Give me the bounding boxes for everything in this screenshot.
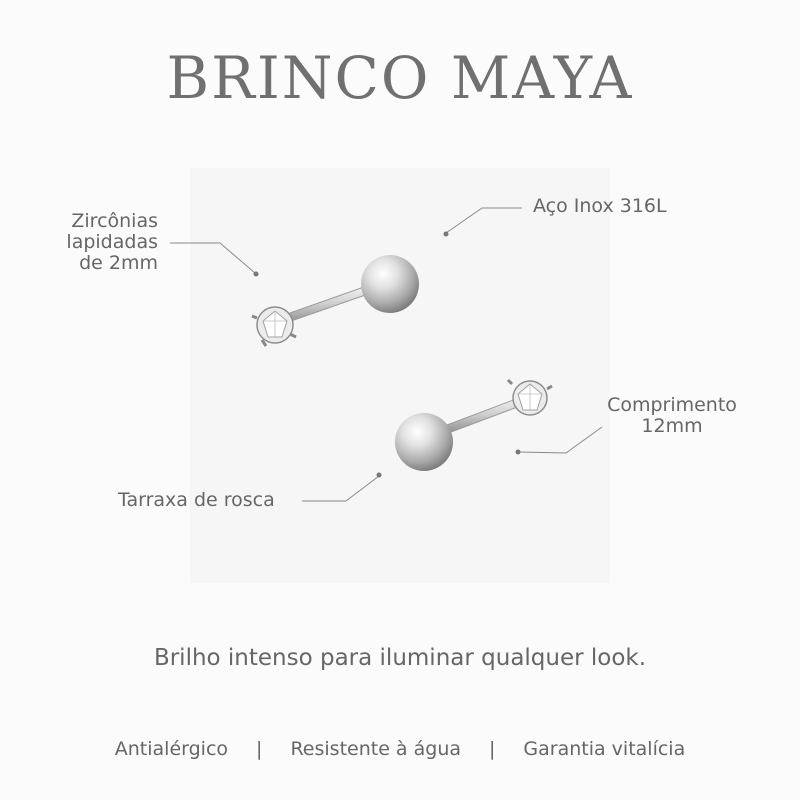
- feature-separator: |: [256, 738, 263, 760]
- callout-comprimento-line1: Comprimento: [607, 394, 737, 416]
- feature-list: [0, 738, 800, 760]
- tagline: Brilho intenso para iluminar qualquer look.: [153, 645, 647, 671]
- callout-zirconias-line: [170, 243, 259, 277]
- callout-comprimento-label: [597, 395, 747, 437]
- callout-zirconias-line3: de 2mm: [79, 252, 158, 274]
- lower-ball: [395, 413, 453, 471]
- callout-comprimento-line: [516, 427, 603, 455]
- feature-antialergico: Antialérgico: [114, 738, 229, 760]
- callout-comprimento-line2: 12mm: [641, 415, 703, 437]
- earring-lower: [395, 380, 552, 471]
- callout-tarraxa-label: Tarraxa de rosca: [118, 489, 275, 511]
- callout-aco-line: [444, 208, 523, 237]
- lower-zirconia: [508, 380, 552, 415]
- feature-separator: |: [489, 738, 496, 760]
- callout-zirconias-line1: Zircônias: [71, 210, 158, 232]
- callout-aco-label: Aço Inox 316L: [533, 195, 667, 217]
- feature-garantia: Garantia vitalícia: [523, 738, 686, 760]
- feature-resistente-agua: Resistente à água: [290, 738, 461, 760]
- callout-zirconias-label: [48, 211, 158, 274]
- callout-tarraxa-line: [302, 473, 382, 502]
- earring-upper: [252, 255, 419, 346]
- product-title: BRINCO MAYA: [166, 44, 634, 112]
- callout-zirconias-line2: lapidadas: [66, 231, 158, 253]
- upper-ball: [361, 255, 419, 313]
